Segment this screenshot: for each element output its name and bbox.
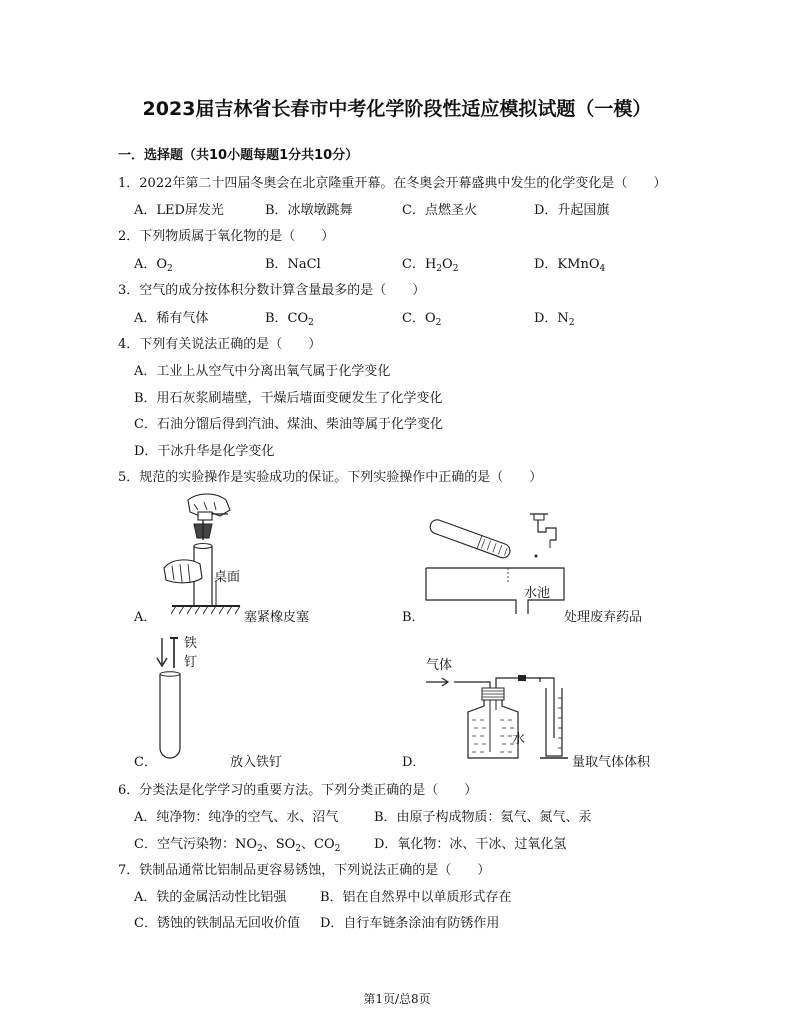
figure-c-label-2: 钉	[184, 655, 198, 670]
question-5-stem: 5．规范的实验操作是实验成功的保证。下列实验操作中正确的是（ ）	[118, 470, 543, 485]
question-7-stem: 7．铁制品通常比铝制品更容易锈蚀，下列说法正确的是（ ）	[118, 863, 491, 878]
q2-option-b: B．NaCl	[265, 257, 321, 272]
q2-option-c: C．$H_2O_2$	[402, 257, 459, 274]
q5-option-c-letter: C．	[134, 755, 157, 770]
q1-option-a: A．LED屏发光	[134, 203, 224, 218]
q6-option-d: D．氧化物：冰、干冰、过氧化氢	[374, 837, 567, 852]
q5-option-b-letter: B．	[402, 610, 425, 625]
figure-d-gas-measure	[420, 662, 580, 766]
question-2-stem: 2．下列物质属于氧化物的是（ ）	[118, 229, 335, 244]
q6-option-b: B．由原子构成物质：氦气、氮气、汞	[374, 810, 592, 825]
question-1-stem: 1．2022年第二十四届冬奥会在北京隆重开幕。在冬奥会开幕盛典中发生的化学变化是（ ）	[118, 176, 667, 191]
figure-b-sink-label: 水池	[524, 586, 551, 601]
figure-c-label-1: 铁	[184, 636, 198, 651]
q5-option-d-letter: D．	[402, 755, 426, 770]
figure-a-stopper	[150, 490, 260, 620]
page-title: 2023届吉林省长春市中考化学阶段性适应模拟试题（一模）	[142, 98, 652, 120]
q3-option-b: B．$CO_2$	[265, 311, 314, 328]
q7-option-c: C．锈蚀的铁制品无回收价值	[134, 916, 300, 931]
section-heading: 一．选择题（共10小题每题1分共10分）	[118, 148, 359, 163]
figure-d-gas-label: 气体	[426, 658, 453, 673]
figure-c-nail	[150, 630, 210, 765]
q4-option-b: B．用石灰浆刷墙壁，干燥后墙面变硬发生了化学变化	[134, 391, 443, 406]
q5-option-b-caption: 处理废弃药品	[564, 610, 643, 625]
q5-option-d-caption: 量取气体体积	[572, 755, 651, 770]
q3-option-a: A．稀有气体	[134, 311, 209, 326]
q7-option-a: A．铁的金属活动性比铝强	[134, 890, 287, 905]
q5-option-a-letter: A．	[134, 610, 157, 625]
figure-a-desk-label: 桌面	[214, 570, 241, 585]
q3-option-d: D．$N_2$	[534, 311, 575, 328]
q2-option-d: D．KMnO$_4$	[534, 257, 606, 274]
q7-option-b: B．铝在自然界中以单质形式存在	[320, 890, 512, 905]
q7-option-d: D．自行车链条涂油有防锈作用	[320, 916, 500, 931]
question-4-stem: 4．下列有关说法正确的是（ ）	[118, 337, 322, 352]
q3-option-c: C．$O_2$	[402, 311, 442, 328]
figure-b-sink	[420, 510, 570, 620]
q5-option-a-caption: 塞紧橡皮塞	[244, 610, 310, 625]
q1-option-b: B．冰墩墩跳舞	[265, 203, 353, 218]
q4-option-a: A．工业上从空气中分离出氧气属于化学变化	[134, 364, 391, 379]
q5-option-c-caption: 放入铁钉	[230, 755, 283, 770]
question-3-stem: 3．空气的成分按体积分数计算含量最多的是（ ）	[118, 283, 426, 298]
q2-option-a: A．$O_2$	[134, 257, 173, 274]
page-footer: 第1页/总8页	[363, 992, 431, 1006]
q4-option-c: C．石油分馏后得到汽油、煤油、柴油等属于化学变化	[134, 417, 443, 432]
q1-option-c: C．点燃圣火	[402, 203, 477, 218]
q1-option-d: D．升起国旗	[534, 203, 610, 218]
q4-option-d: D．干冰升华是化学变化	[134, 444, 275, 459]
q6-option-c: C．空气污染物：$NO_2$、$SO_2$、$CO_2$	[134, 837, 341, 854]
figure-d-water-label: 水	[512, 732, 526, 747]
q6-option-a: A．纯净物：纯净的空气、水、沼气	[134, 810, 339, 825]
question-6-stem: 6．分类法是化学学习的重要方法。下列分类正确的是（ ）	[118, 783, 478, 798]
